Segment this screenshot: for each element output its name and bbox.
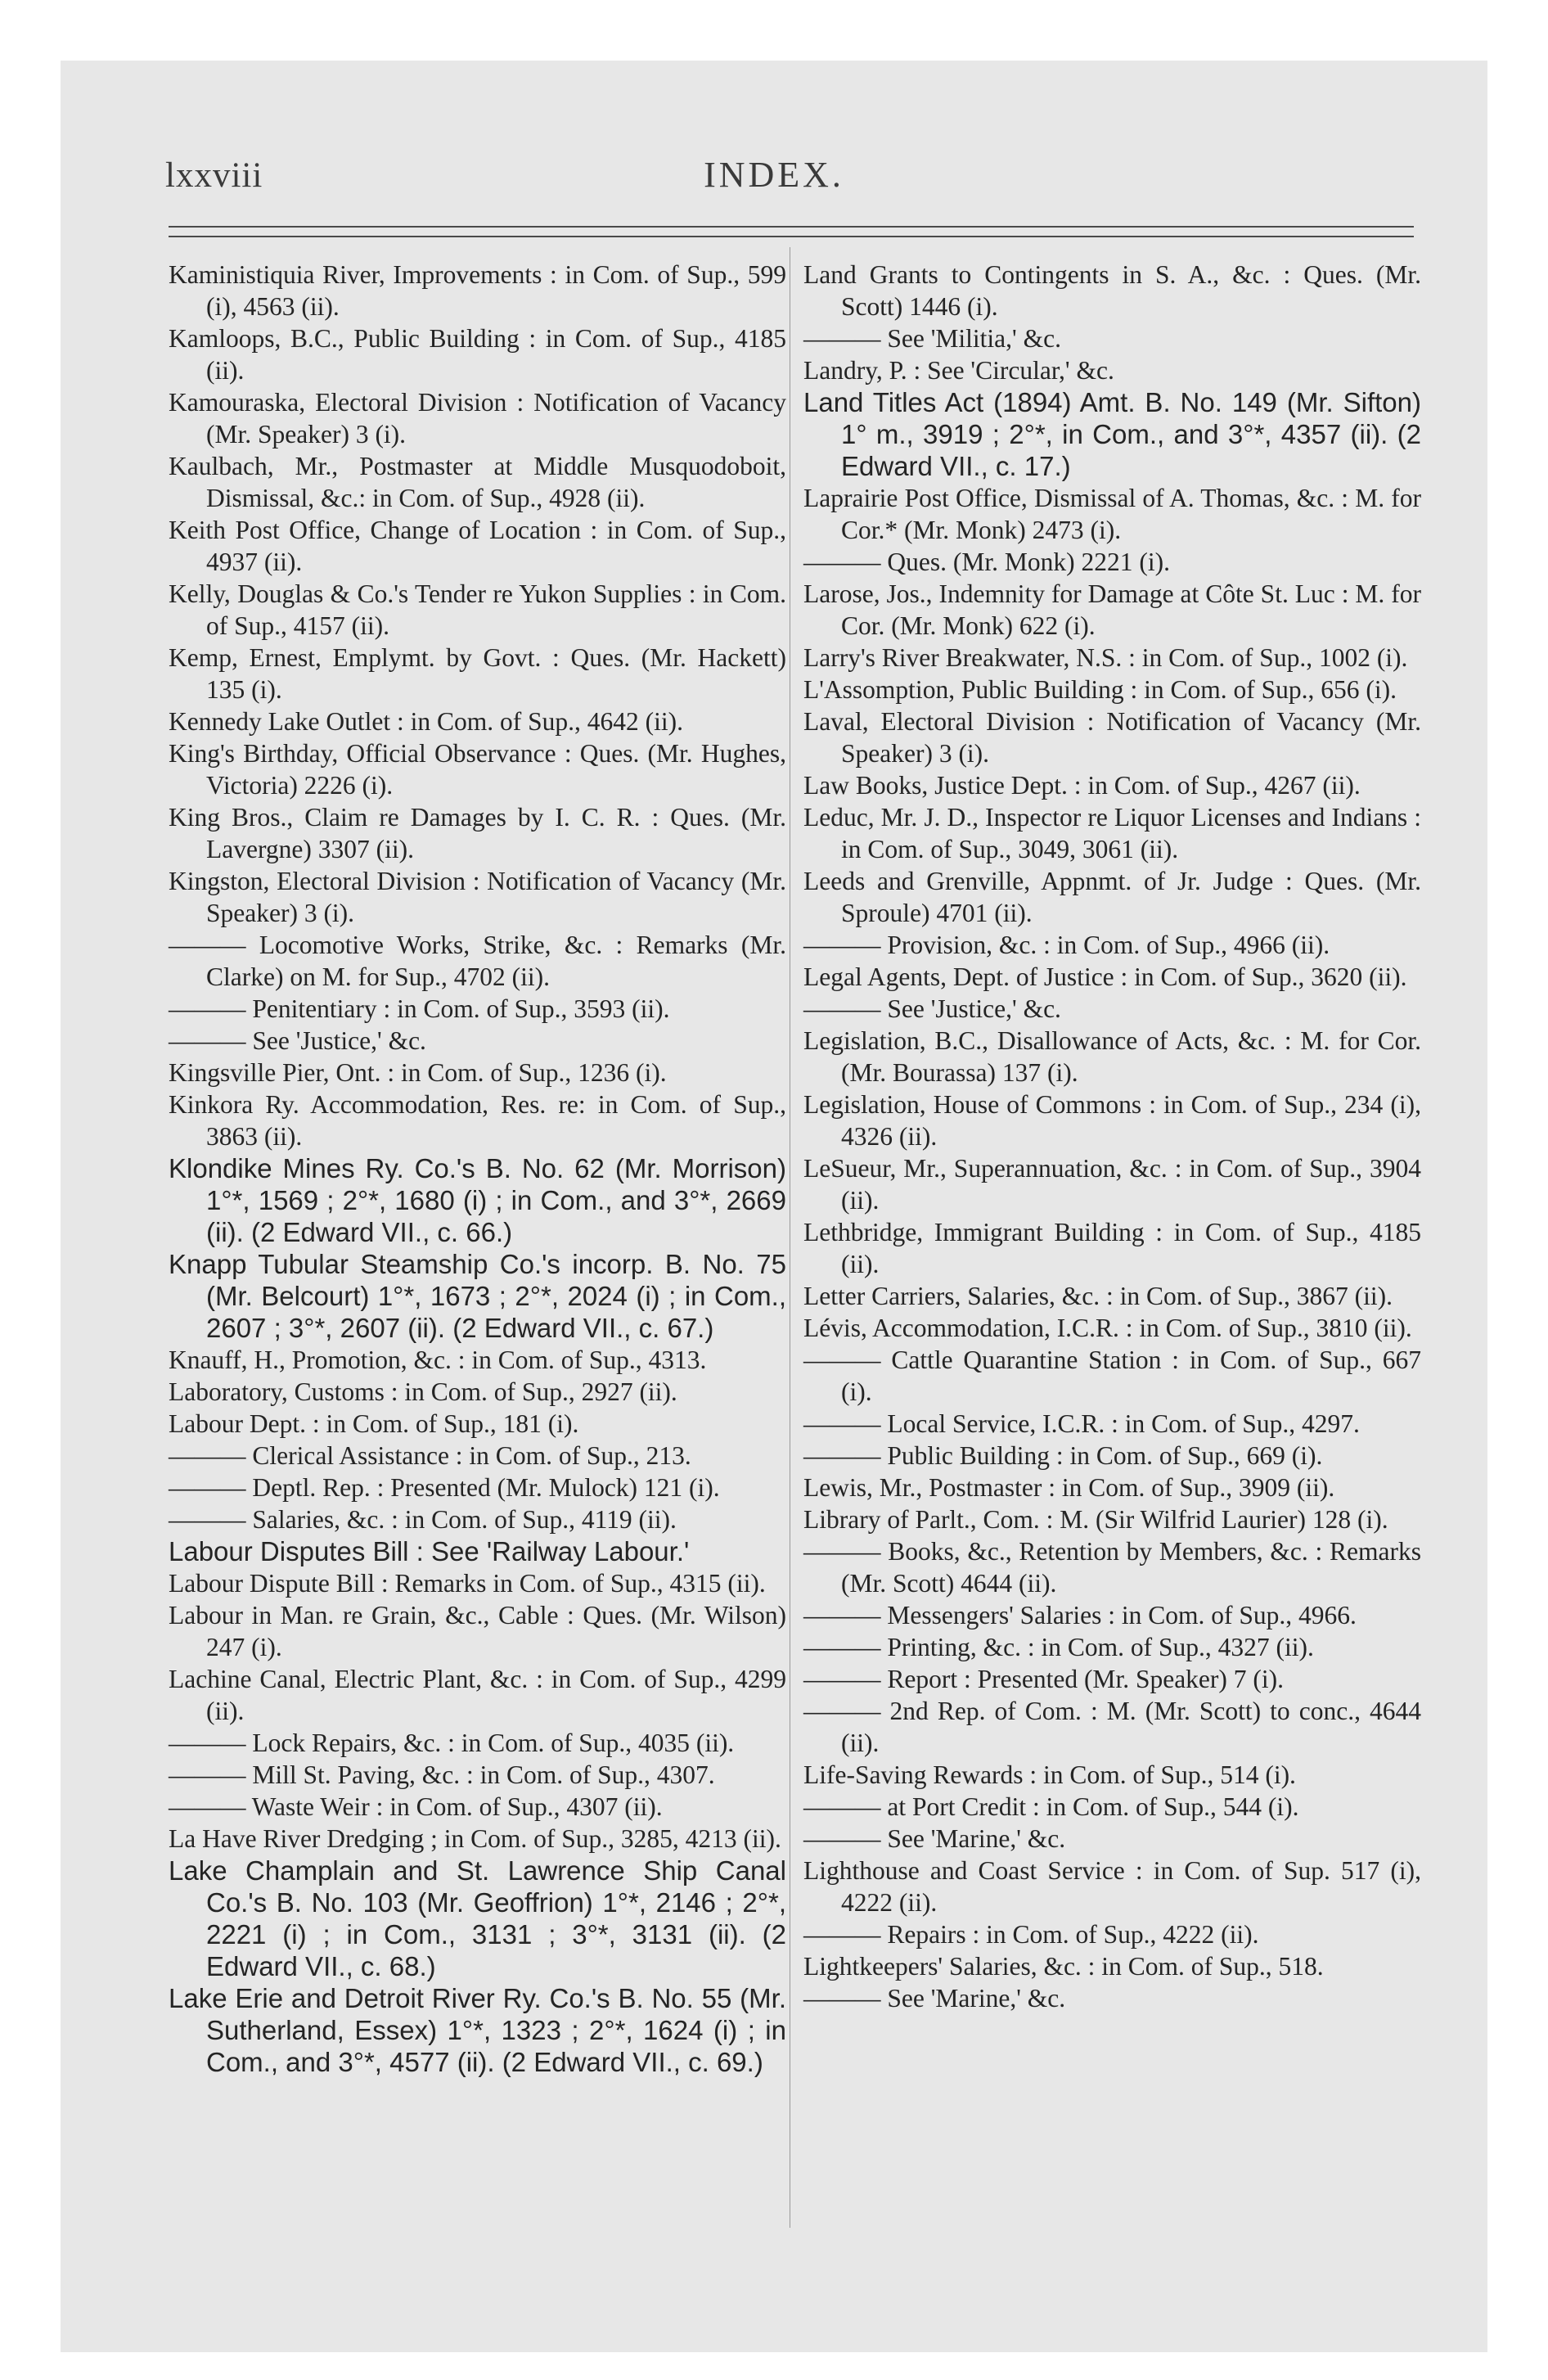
index-entry: ——— Ques. (Mr. Monk) 2221 (i). (803, 548, 1170, 576)
index-entry: ——— See 'Militia,' &c. (803, 324, 1061, 353)
index-entry: ——— Deptl. Rep. : Presented (Mr. Mulock) 121 (i). (169, 1473, 720, 1502)
index-entry: ——— Messengers' Salaries : in Com. of Sup., 4966. (803, 1601, 1357, 1629)
page-title: INDEX. (704, 155, 844, 195)
index-entry: Kemp, Ernest, Emplymt. by Govt. : Ques. (Mr. Hackett) 135 (i). (169, 643, 786, 704)
index-entry: Larose, Jos., Indemnity for Damage at Côte St. Luc : M. for Cor. (Mr. Monk) 622 (i). (803, 579, 1421, 640)
index-entry: ——— 2nd Rep. of Com. : M. (Mr. Scott) to conc., 4644 (ii). (803, 1697, 1421, 1757)
index-entry-bill: Knapp Tubular Steamship Co.'s incorp. B. No. 75 (Mr. Belcourt) 1°*, 1673 ; 2°*, 2024 (i) ; in Com., 2607 ; 3°*, 2607 (ii). (2 Edward VII., c. 67.) (169, 1249, 786, 1343)
index-entry: Labour Dispute Bill : Remarks in Com. of Sup., 4315 (ii). (169, 1569, 766, 1598)
index-entry: LeSueur, Mr., Superannuation, &c. : in Com. of Sup., 3904 (ii). (803, 1154, 1421, 1215)
index-entry: ——— Salaries, &c. : in Com. of Sup., 4119 (ii). (169, 1505, 677, 1534)
index-entry-bill: Lake Champlain and St. Lawrence Ship Canal Co.'s B. No. 103 (Mr. Geoffrion) 1°*, 2146 ; 2°*, 2221 (i) ; in Com., 3131 ; 3°*, 3131 (ii). (2 Edward VII., c. 68.) (169, 1855, 786, 1981)
index-entry: Leduc, Mr. J. D., Inspector re Liquor Licenses and Indians : in Com. of Sup., 3049, 3061 (ii). (803, 803, 1421, 863)
index-entry: Leeds and Grenville, Appnmt. of Jr. Judge : Ques. (Mr. Sproule) 4701 (ii). (803, 867, 1421, 927)
index-entry: Kinkora Ry. Accommodation, Res. re: in Com. of Sup., 3863 (ii). (169, 1090, 786, 1151)
index-entry: Kaministiquia River, Improvements : in Com. of Sup., 599 (i), 4563 (ii). (169, 260, 786, 321)
index-entry: ——— Local Service, I.C.R. : in Com. of Sup., 4297. (803, 1409, 1360, 1438)
index-entry: L'Assomption, Public Building : in Com. of Sup., 656 (i). (803, 675, 1397, 704)
index-entry: Lethbridge, Immigrant Building : in Com. of Sup., 4185 (ii). (803, 1218, 1421, 1278)
index-entry: Kennedy Lake Outlet : in Com. of Sup., 4642 (ii). (169, 707, 684, 736)
index-entry: ——— Mill St. Paving, &c. : in Com. of Sup., 4307. (169, 1760, 715, 1789)
index-entry: ——— See 'Marine,' &c. (803, 1984, 1066, 2013)
index-entry: ——— Provision, &c. : in Com. of Sup., 4966 (ii). (803, 931, 1330, 959)
index-entry: Labour in Man. re Grain, &c., Cable : Ques. (Mr. Wilson) 247 (i). (169, 1601, 786, 1661)
index-entry: ——— Locomotive Works, Strike, &c. : Remarks (Mr. Clarke) on M. for Sup., 4702 (ii). (169, 931, 786, 991)
index-entry: Larry's River Breakwater, N.S. : in Com. of Sup., 1002 (i). (803, 643, 1408, 672)
index-entry: Lighthouse and Coast Service : in Com. of Sup. 517 (i), 4222 (ii). (803, 1856, 1421, 1917)
index-entry: Knauff, H., Promotion, &c. : in Com. of Sup., 4313. (169, 1346, 707, 1374)
index-entry: ——— Penitentiary : in Com. of Sup., 3593 (ii). (169, 994, 670, 1023)
index-entry: Kingston, Electoral Division : Notification of Vacancy (Mr. Speaker) 3 (i). (169, 867, 786, 927)
index-column-left (169, 259, 786, 2078)
index-entry-bill: Klondike Mines Ry. Co.'s B. No. 62 (Mr. Morrison) 1°*, 1569 ; 2°*, 1680 (i) ; in Com., and 3°*, 2669 (ii). (2 Edward VII., c. 66.) (169, 1153, 786, 1247)
index-entry: Life-Saving Rewards : in Com. of Sup., 514 (i). (803, 1760, 1296, 1789)
index-entry: Kamloops, B.C., Public Building : in Com. of Sup., 4185 (ii). (169, 324, 786, 385)
index-entry: Laval, Electoral Division : Notification of Vacancy (Mr. Speaker) 3 (i). (803, 707, 1421, 768)
index-entry: Lewis, Mr., Postmaster : in Com. of Sup., 3909 (ii). (803, 1473, 1335, 1502)
index-entry: ——— See 'Justice,' &c. (169, 1026, 426, 1055)
index-entry: ——— Printing, &c. : in Com. of Sup., 4327 (ii). (803, 1633, 1314, 1661)
index-entry: ——— Books, &c., Retention by Members, &c. : Remarks (Mr. Scott) 4644 (ii). (803, 1537, 1421, 1598)
index-entry: Library of Parlt., Com. : M. (Sir Wilfrid Laurier) 128 (i). (803, 1505, 1388, 1534)
index-entry: Kingsville Pier, Ont. : in Com. of Sup., 1236 (i). (169, 1058, 667, 1087)
index-entry: King's Birthday, Official Observance : Ques. (Mr. Hughes, Victoria) 2226 (i). (169, 739, 786, 800)
header-rule-top (169, 226, 1414, 228)
index-entry: La Have River Dredging ; in Com. of Sup., 3285, 4213 (ii). (169, 1824, 781, 1853)
index-entry: Lévis, Accommodation, I.C.R. : in Com. of Sup., 3810 (ii). (803, 1314, 1412, 1342)
index-entry: Laboratory, Customs : in Com. of Sup., 2927 (ii). (169, 1377, 677, 1406)
page-number: lxxviii (165, 156, 263, 195)
index-entry: Landry, P. : See 'Circular,' &c. (803, 356, 1114, 385)
index-entry: Lachine Canal, Electric Plant, &c. : in Com. of Sup., 4299 (ii). (169, 1665, 786, 1725)
index-entry: ——— Repairs : in Com. of Sup., 4222 (ii). (803, 1920, 1259, 1949)
index-entry: Labour Dept. : in Com. of Sup., 181 (i). (169, 1409, 579, 1438)
index-entry: ——— Report : Presented (Mr. Speaker) 7 (i). (803, 1665, 1284, 1693)
index-entry: ——— Public Building : in Com. of Sup., 669 (i). (803, 1441, 1323, 1470)
index-entry: ——— Clerical Assistance : in Com. of Sup., 213. (169, 1441, 691, 1470)
index-entry: ——— at Port Credit : in Com. of Sup., 544 (i). (803, 1792, 1299, 1821)
index-entry: Kaulbach, Mr., Postmaster at Middle Musquodoboit, Dismissal, &c.: in Com. of Sup., 4928 (ii). (169, 452, 786, 512)
index-entry: King Bros., Claim re Damages by I. C. R. : Ques. (Mr. Lavergne) 3307 (ii). (169, 803, 786, 863)
index-entry: Kelly, Douglas & Co.'s Tender re Yukon Supplies : in Com. of Sup., 4157 (ii). (169, 579, 786, 640)
index-entry: ——— Waste Weir : in Com. of Sup., 4307 (ii). (169, 1792, 663, 1821)
index-entry-bill: Lake Erie and Detroit River Ry. Co.'s B. No. 55 (Mr. Sutherland, Essex) 1°*, 1323 ; 2°*, 1624 (i) ; in Com., and 3°*, 4577 (ii). (2 Edward VII., c. 69.) (169, 1983, 786, 2077)
index-entry: Legislation, B.C., Disallowance of Acts, &c. : M. for Cor. (Mr. Bourassa) 137 (i). (803, 1026, 1421, 1087)
header-rule-bottom (169, 236, 1414, 237)
index-entry: Keith Post Office, Change of Location : in Com. of Sup., 4937 (ii). (169, 516, 786, 576)
index-entry: Law Books, Justice Dept. : in Com. of Sup., 4267 (ii). (803, 771, 1361, 800)
index-entry: Legal Agents, Dept. of Justice : in Com. of Sup., 3620 (ii). (803, 962, 1407, 991)
index-entry-bill: Land Titles Act (1894) Amt. B. No. 149 (Mr. Sifton) 1° m., 3919 ; 2°*, in Com., and 3°*, 4357 (ii). (2 Edward VII., c. 17.) (803, 387, 1421, 481)
index-column-right (803, 259, 1421, 2014)
index-entry: Legislation, House of Commons : in Com. of Sup., 234 (i), 4326 (ii). (803, 1090, 1421, 1151)
index-entry: Land Grants to Contingents in S. A., &c. : Ques. (Mr. Scott) 1446 (i). (803, 260, 1421, 321)
index-entry: Letter Carriers, Salaries, &c. : in Com. of Sup., 3867 (ii). (803, 1282, 1393, 1310)
index-entry: Kamouraska, Electoral Division : Notification of Vacancy (Mr. Speaker) 3 (i). (169, 388, 786, 449)
index-entry-bill: Labour Disputes Bill : See 'Railway Labour.' (169, 1536, 690, 1566)
index-entry: Lightkeepers' Salaries, &c. : in Com. of Sup., 518. (803, 1952, 1324, 1981)
index-entry: ——— See 'Marine,' &c. (803, 1824, 1066, 1853)
index-entry: Laprairie Post Office, Dismissal of A. Thomas, &c. : M. for Cor.* (Mr. Monk) 2473 (i). (803, 484, 1421, 544)
index-entry: ——— Lock Repairs, &c. : in Com. of Sup., 4035 (ii). (169, 1729, 735, 1757)
index-entry: ——— Cattle Quarantine Station : in Com. of Sup., 667 (i). (803, 1346, 1421, 1406)
index-entry: ——— See 'Justice,' &c. (803, 994, 1061, 1023)
